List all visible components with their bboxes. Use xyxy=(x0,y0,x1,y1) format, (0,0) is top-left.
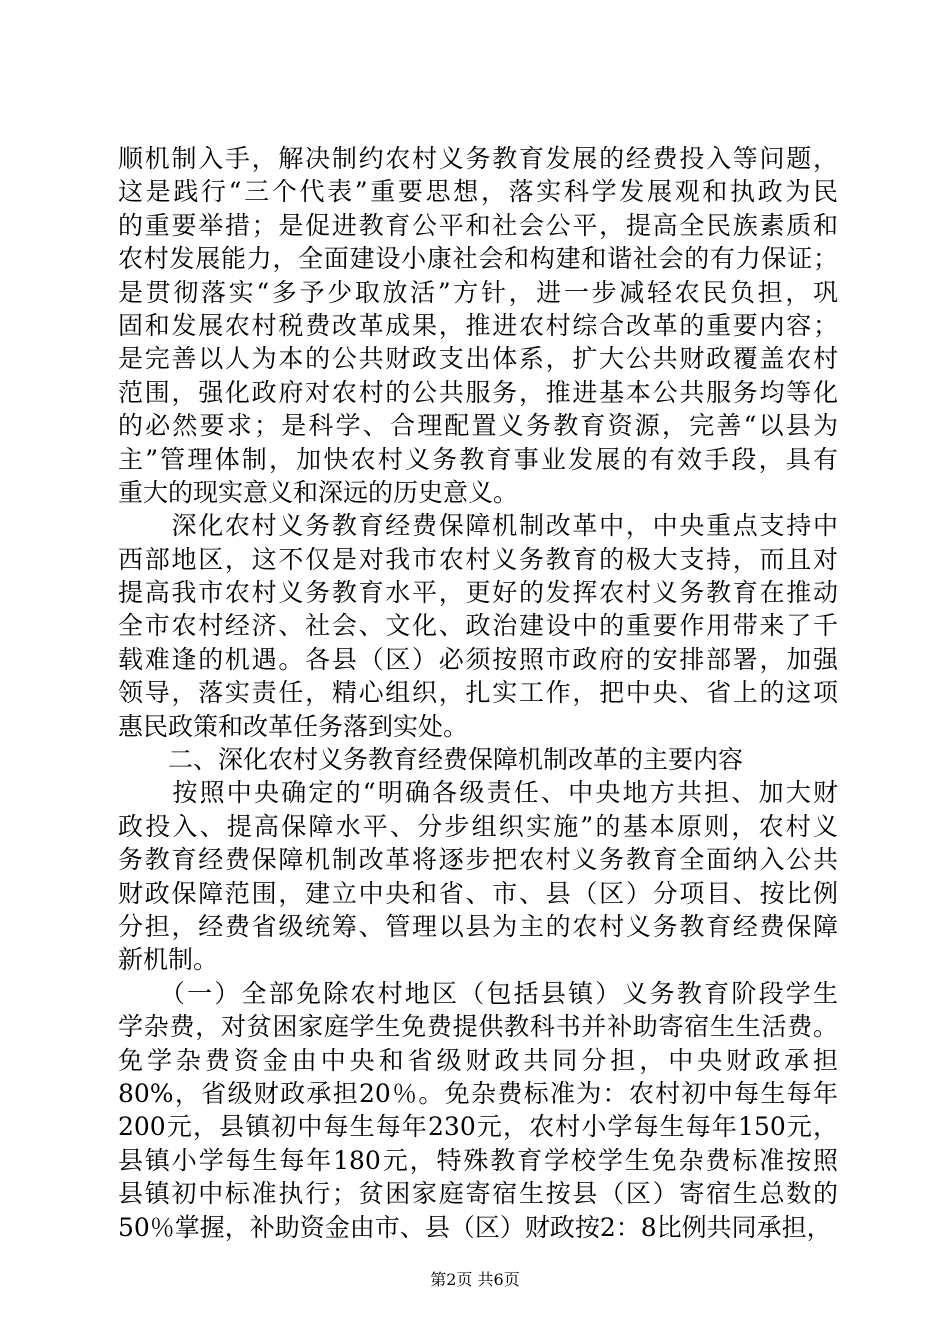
text-line: 按照中央确定的“明确各级责任、中央地方共担、加大财 xyxy=(118,778,838,808)
text-line: 主”管理体制，加快农村义务教育事业发展的有效手段，具有 xyxy=(118,444,838,474)
paragraph xyxy=(118,142,838,509)
text-line: 免学杂费资金由中央和省级财政共同分担，中央财政承担 xyxy=(118,1045,838,1075)
text-line: 惠民政策和改革任务落到实处。 xyxy=(118,711,469,741)
page-number-label: 第2页 共6页 xyxy=(430,1270,520,1289)
paragraph xyxy=(118,977,838,1244)
text-line: 200元，县镇初中每生每年230元，农村小学每生每年150元， xyxy=(118,1112,838,1142)
paragraph xyxy=(118,743,838,776)
paragraph xyxy=(118,509,838,743)
page-footer xyxy=(0,1270,950,1290)
text-line: 西部地区，这不仅是对我市农村义务教育的极大支持，而且对 xyxy=(118,544,838,574)
text-line: 重大的现实意义和深远的历史意义。 xyxy=(118,477,519,507)
text-line: 领导，落实责任，精心组织，扎实工作，把中央、省上的这项 xyxy=(118,678,838,708)
text-line: 务教育经费保障机制改革将逐步把农村义务教育全面纳入公共 xyxy=(118,845,838,875)
document-body xyxy=(118,142,838,1244)
text-line: 政投入、提高保障水平、分步组织实施”的基本原则，农村义 xyxy=(118,811,838,841)
text-line: （一）全部免除农村地区（包括县镇）义务教育阶段学生 xyxy=(118,978,838,1008)
text-line: 深化农村义务教育经费保障机制改革中，中央重点支持中 xyxy=(118,511,838,541)
text-line: 学杂费，对贫困家庭学生免费提供教科书并补助寄宿生生活费。 xyxy=(118,1012,838,1042)
text-line: 这是践行“三个代表”重要思想，落实科学发展观和执政为民 xyxy=(118,177,838,207)
text-line: 农村发展能力，全面建设小康社会和构建和谐社会的有力保证； xyxy=(118,244,838,274)
text-line: 固和发展农村税费改革成果，推进农村综合改革的重要内容； xyxy=(118,310,838,340)
text-line: 是完善以人为本的公共财政支出体系，扩大公共财政覆盖农村 xyxy=(118,344,838,374)
text-line: 载难逢的机遇。各县（区）必须按照市政府的安排部署，加强 xyxy=(118,644,838,674)
text-line: 80%，省级财政承担20％。免杂费标准为：农村初中每生每年 xyxy=(118,1078,838,1108)
text-line: 县镇初中标准执行；贫困家庭寄宿生按县（区）寄宿生总数的 xyxy=(118,1179,838,1209)
text-line: 财政保障范围，建立中央和省、市、县（区）分项目、按比例 xyxy=(118,878,838,908)
text-line: 范围，强化政府对农村的公共服务，推进基本公共服务均等化 xyxy=(118,377,838,407)
text-line: 是贯彻落实“多予少取放活”方针，进一步减轻农民负担，巩 xyxy=(118,277,838,307)
text-line: 县镇小学每生每年180元，特殊教育学校学生免杂费标准按照 xyxy=(118,1145,838,1175)
text-line: 顺机制入手，解决制约农村义务教育发展的经费投入等问题， xyxy=(118,144,838,173)
text-line: 全市农村经济、社会、文化、政治建设中的重要作用带来了千 xyxy=(118,611,838,641)
text-line: 的必然要求；是科学、合理配置义务教育资源，完善“以县为 xyxy=(118,411,838,441)
text-line: 新机制。 xyxy=(118,945,219,975)
text-line: 的重要举措；是促进教育公平和社会公平，提高全民族素质和 xyxy=(118,210,838,240)
text-line: 提高我市农村义务教育水平，更好的发挥农村义务教育在推动 xyxy=(118,578,838,608)
text-line: 50％掌握，补助资金由市、县（区）财政按2：8比例共同承担， xyxy=(118,1212,832,1242)
text-line: 二、深化农村义务教育经费保障机制改革的主要内容 xyxy=(118,745,744,775)
text-line: 分担，经费省级统筹、管理以县为主的农村义务教育经费保障 xyxy=(118,911,838,941)
paragraph xyxy=(118,776,838,976)
